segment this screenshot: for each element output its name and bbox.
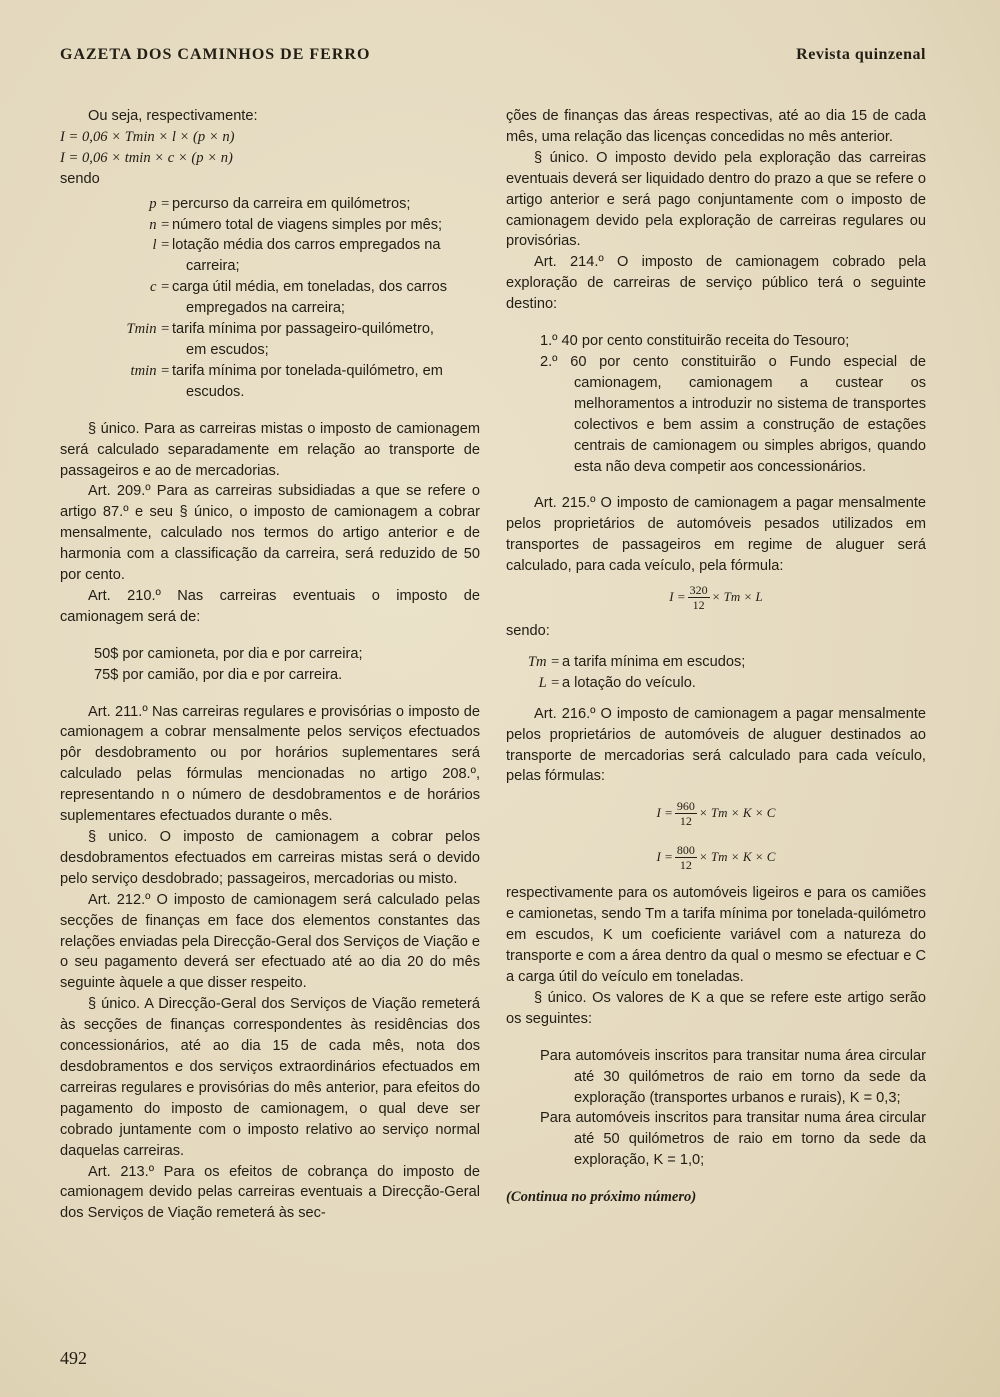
definition-item [60, 277, 480, 319]
definition-continuation: em escudos; [186, 341, 269, 358]
formula-denominator: 12 [679, 857, 692, 872]
formula-rhs: × Tm × K × C [698, 848, 776, 864]
paragraph-unico-mistas: § único. Para as carreiras mistas o imposto de camionagem será calculado separadamente em relação ao transporte de passageiros e ao de mercadorias. [60, 420, 480, 479]
art210-item: 50$ por camioneta, por dia e por carreira; [94, 645, 363, 662]
article-214: Art. 214.º O imposto de camionagem cobrado pela exploração de carreiras de serviço público terá o seguinte destino: [506, 254, 926, 313]
definition-item [60, 194, 480, 215]
definition-symbol: n = [149, 216, 170, 233]
formula-lhs: I = [669, 588, 686, 604]
definition-symbol: c = [150, 279, 170, 296]
article-212: Art. 212.º O imposto de camionagem será calculado pelas secções de finanças em face dos elementos constantes das relações enviadas pela Direcção-Geral dos Serviços de Viação e o seu pagamento deverá ser efectuado até ao dia 20 do mês seguinte àquele a que disser respeito. [60, 891, 480, 992]
formula-goods: I = 0,06 × tmin × c × (p × n) [60, 149, 233, 166]
continuation-note: (Continua no próximo número) [506, 1189, 697, 1206]
formula-216-heavy [506, 837, 926, 877]
definition-symbol: p = [149, 195, 170, 212]
article-209: Art. 209.º Para as carreiras subsidiadas a que se refere o artigo 87.º e seu § único, o imposto de camionagem a cobrar mensalmente, calculado nos termos do artigo anterior e de harmonia com a classificação da carreira, será reduzido de 50 por cento. [60, 483, 480, 584]
definition-symbol: Tmin = [126, 321, 170, 338]
formula-215 [506, 577, 926, 617]
formula-denominator: 12 [679, 813, 692, 828]
journal-subtitle: Revista quinzenal [796, 46, 926, 63]
sendo-label: sendo [60, 170, 100, 187]
formula-numerator: 320 [689, 582, 708, 597]
article-216: Art. 216.º O imposto de camionagem a pagar mensalmente pelos proprietários de automóveis de aluguer destinados ao transporte de mercadorias será calculado para cada veículo, pelas fórmulas: [506, 705, 926, 785]
art214-item: 1.º 40 por cento constituirão receita do Tesouro; [540, 333, 850, 350]
definition-text: tarifa mínima por passageiro-quilómetro, [172, 321, 434, 338]
definition-item [60, 361, 480, 403]
article-210: Art. 210.º Nas carreiras eventuais o imposto de camionagem será de: [60, 587, 480, 625]
formula-denominator: 12 [692, 597, 705, 612]
k-value-item: Para automóveis inscritos para transitar numa área circular até 50 quilómetros de raio em torno da sede da exploração, K = 1,0; [540, 1110, 926, 1169]
intro-text: Ou seja, respectivamente: [88, 108, 258, 124]
article-211: Art. 211.º Nas carreiras regulares e provisórias o imposto de camionagem a cobrar mensalmente pelos serviços efectuados pôr desdobramento ou por horários suplementares será calculado pelas fórmulas mencionadas no artigo 208.º, representando n o número de desdobramentos e de horários suplementares efectuados durante o mês. [60, 703, 480, 825]
definition-text: percurso da carreira em quilómetros; [172, 195, 411, 212]
formula-rhs: × Tm × L [711, 588, 763, 604]
formula-numerator: 960 [676, 798, 695, 813]
art214-item: 2.º 60 por cento constituirão o Fundo especial de camionagem, camionagem a custear os melhoramentos a introduzir no sistema de transportes colectivos e bem assim a construção de estações centrais de camionagem ou simples abrigos, quando esta não deva competir aos concessionários. [540, 353, 926, 475]
k-value-item: Para automóveis inscritos para transitar numa área circular até 30 quilómetros de raio em torno da sede da exploração (transportes urbanos e rurais), K = 0,3; [540, 1047, 926, 1106]
definition-text: a lotação do veículo. [562, 674, 696, 691]
formula-lhs: I = [656, 848, 673, 864]
journal-title: GAZETA DOS CAMINHOS DE FERRO [60, 46, 371, 63]
left-column [60, 106, 480, 1224]
formula-216-light [506, 793, 926, 833]
definition-text: carga útil média, em toneladas, dos carros [172, 279, 447, 296]
definition-continuation: carreira; [186, 258, 240, 275]
article-216-continuation: respectivamente para os automóveis ligeiros e para os camiões e camionetas, sendo Tm a tarifa mínima por tonelada-quilómetro em escudos, K um coeficiente variável com a natureza do transporte e com a área dentro da qual o mesmo se efectuar e C a carga útil do veículo em toneladas. [506, 885, 926, 985]
article-213-continuation: ções de finanças das áreas respectivas, até ao dia 15 de cada mês, uma relação das licenças concedidas no mês anterior. [506, 108, 926, 145]
definition-item [506, 652, 926, 673]
definition-symbol: tmin = [130, 362, 170, 379]
formula-numerator: 800 [676, 842, 695, 857]
definition-text: tarifa mínima por tonelada-quilómetro, em [172, 362, 443, 379]
formula-rhs: × Tm × K × C [698, 804, 776, 820]
page-number: 492 [60, 1348, 87, 1368]
definition-item [60, 235, 480, 277]
article-213: Art. 213.º Para os efeitos de cobrança do imposto de camionagem devido pelas carreiras eventuais a Direcção-Geral dos Serviços de Viação remeterá às sec- [60, 1163, 480, 1222]
definition-list [60, 194, 480, 403]
art210-item: 75$ por camião, por dia e por carreira. [94, 666, 343, 683]
definition-text: a tarifa mínima em escudos; [562, 653, 746, 670]
definition-text: número total de viagens simples por mês; [172, 216, 443, 233]
definition-item [60, 215, 480, 236]
right-column [506, 106, 926, 1208]
formula-passengers: I = 0,06 × Tmin × l × (p × n) [60, 128, 235, 145]
paragraph-unico-desdobramentos: § unico. O imposto de camionagem a cobrar pelos desdobramentos efectuados em carreiras mistas será o devido pelo serviço desdobrado; passageiros, mercadorias ou misto. [60, 829, 480, 887]
definition-symbol: Tm = [527, 653, 560, 670]
definition-continuation: escudos. [186, 383, 245, 400]
paragraph-unico-direccao: § único. A Direcção-Geral dos Serviços de Viação remeterá às secções de finanças correspondentes às residências dos concessionários, até ao dia 15 de cada mês, nota dos desdobramentos e dos serviços extraordinários efectuados em carreiras regulares e provisórias do mês anterior, para efeitos do pagamento do imposto de camionagem, o qual deve ser cobrado juntamente com o imposto relativo ao serviço normal daquelas carreiras. [60, 996, 480, 1159]
sendo-label: sendo: [506, 623, 550, 640]
definition-symbol: l = [152, 237, 170, 254]
definition-item [60, 319, 480, 361]
definition-item [506, 673, 926, 694]
paragraph-unico-eventuais: § único. O imposto devido pela exploração das carreiras eventuais deverá ser liquidado dentro do prazo a que se refere o artigo anterior e será pago conjuntamente com o imposto de camionagem devido pela exploração de carreiras regulares ou provisórias. [506, 149, 926, 250]
definition-text: lotação média dos carros empregados na [172, 237, 441, 254]
definition-continuation: empregados na carreira; [186, 300, 345, 317]
formula-lhs: I = [656, 804, 673, 820]
definition-symbol: L = [538, 674, 560, 691]
paragraph-unico-k-values: § único. Os valores de K a que se refere este artigo serão os seguintes: [506, 989, 926, 1027]
article-215: Art. 215.º O imposto de camionagem a pagar mensalmente pelos proprietários de automóveis pesados utilizados em transportes de passageiros em regime de aluguer será calculado, para cada veículo, pela fórmula: [506, 495, 926, 575]
